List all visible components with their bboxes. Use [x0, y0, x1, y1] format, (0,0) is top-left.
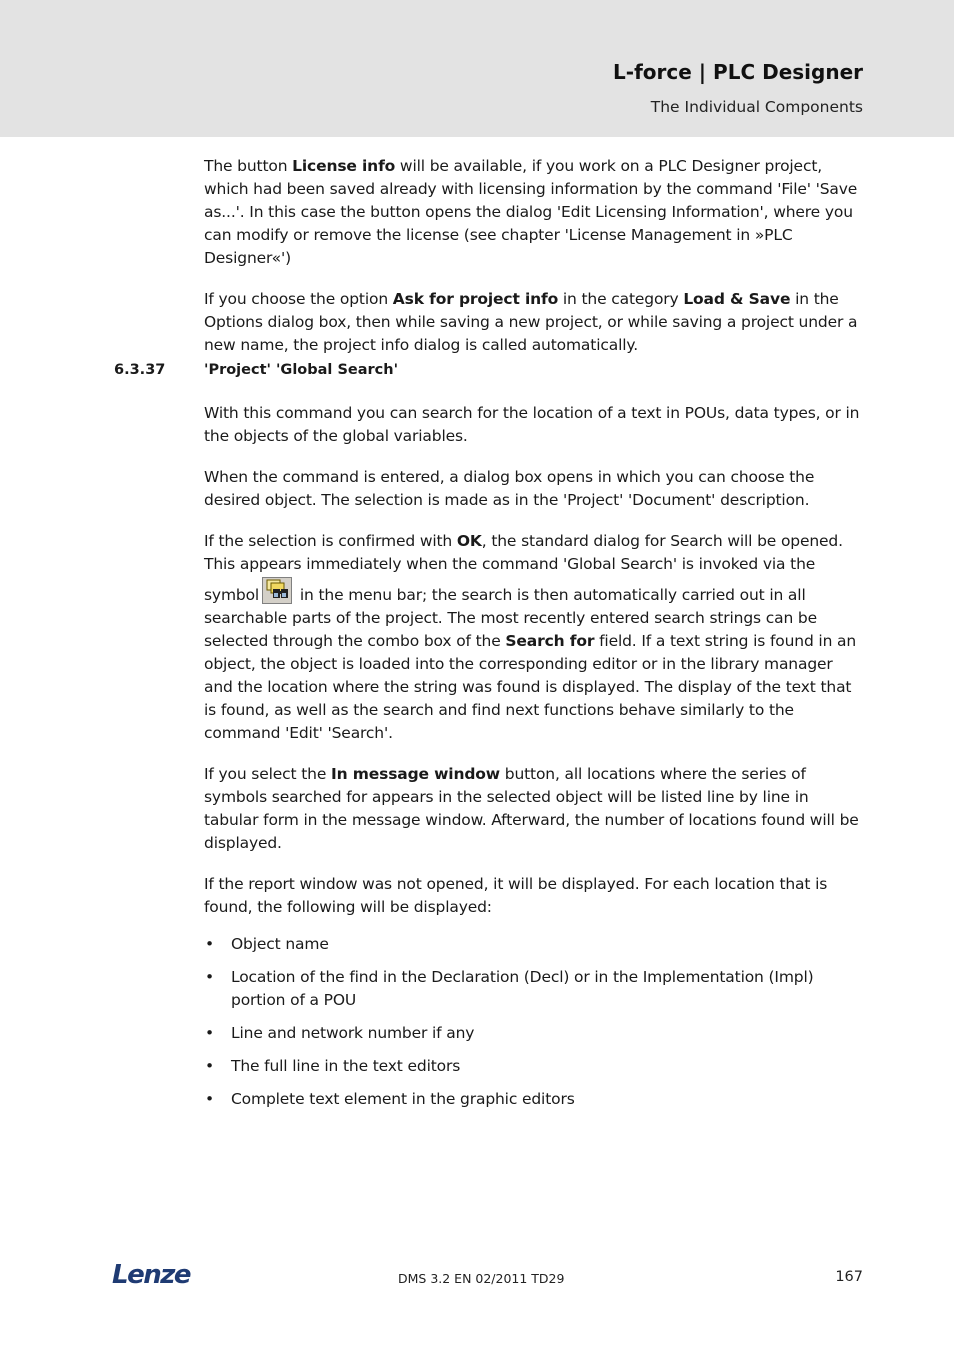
list-item-text: Object name	[231, 935, 329, 953]
search-for-term: Search for	[505, 632, 595, 650]
list-item-text: Location of the find in the Declaration (Decl) or in the Implementation (Impl) portion of a POU	[231, 968, 814, 1009]
text-run: The button	[204, 157, 293, 175]
list-item	[204, 966, 864, 1012]
text-run: in the menu bar; the search is then automatically carried out in all searchable parts of the project. The most recently entered search strings can be selected through the combo box of the	[204, 586, 817, 650]
page-number: 167	[835, 1269, 863, 1285]
header-subtitle: The Individual Components	[650, 98, 863, 116]
ok-term: OK	[456, 532, 482, 550]
section-paragraph-5: If the report window was not opened, it will be displayed. For each location that is found, the following will be displayed:	[204, 875, 828, 916]
text-run: If you select the	[204, 765, 332, 783]
bullet-icon: •	[205, 968, 214, 986]
intro-content	[204, 155, 864, 375]
text-run: in the category	[558, 290, 684, 308]
list-item	[204, 1022, 864, 1045]
load-save-term: Load & Save	[683, 290, 791, 308]
list-item-text: Complete text element in the graphic editors	[231, 1090, 575, 1108]
section-paragraph-3	[204, 530, 864, 745]
section-paragraph-2: When the command is entered, a dialog box opens in which you can choose the desired object. The selection is made as in the 'Project' 'Document' description.	[204, 468, 815, 509]
text-run: will be available, if you work on a PLC Designer project, which had been saved already with licensing information by the command 'File' 'Save as...'. In this case the button opens the dialog 'Edit Licensing Information', where you can modify or remove the license (see chapter 'License Management in »PLC Designer«')	[204, 157, 858, 267]
section-title: 'Project' 'Global Search'	[204, 362, 399, 378]
result-fields-list	[204, 933, 864, 1111]
list-item	[204, 933, 864, 956]
bullet-icon: •	[205, 935, 214, 953]
text-run: , the standard dialog for Search will be opened. This appears immediately when the command 'Global Search' is invoked via the symbol	[204, 532, 843, 604]
text-run: button, all locations where the series of symbols searched for appears in the selected object will be listed line by line in tabular form in the message window. Afterward, the number of locations found will be displayed.	[204, 765, 859, 852]
section-content	[204, 402, 864, 1121]
list-item	[204, 1055, 864, 1078]
list-item-text: Line and network number if any	[231, 1024, 475, 1042]
intro-paragraph-1	[204, 155, 864, 270]
section-paragraph-4	[204, 763, 864, 855]
section-paragraph-1: With this command you can search for the location of a text in POUs, data types, or in the objects of the global variables.	[204, 404, 860, 445]
text-run: If you choose the option	[204, 290, 393, 308]
text-run: If the selection is confirmed with	[204, 532, 457, 550]
list-item-text: The full line in the text editors	[231, 1057, 461, 1075]
list-item	[204, 1088, 864, 1111]
lenze-logo: Lenze	[112, 1260, 190, 1290]
section-number: 6.3.37	[114, 362, 166, 378]
document-id: DMS 3.2 EN 02/2011 TD29	[398, 1271, 565, 1286]
text-run: in the Options dialog box, then while saving a new project, or while saving a project under a new name, the project info dialog is called automatically.	[204, 290, 858, 354]
bullet-icon: •	[205, 1057, 214, 1075]
in-message-window-term: In message window	[331, 765, 500, 783]
bullet-icon: •	[205, 1024, 214, 1042]
global-search-icon	[261, 576, 292, 604]
license-info-term: License info	[292, 157, 396, 175]
bullet-icon: •	[205, 1090, 214, 1108]
header-title: L-force | PLC Designer	[613, 60, 863, 84]
intro-paragraph-2	[204, 288, 864, 357]
text-run: field. If a text string is found in an object, the object is loaded into the corresponding editor or in the library manager and the location where the string was found is displayed. The display of the text that is found, as well as the search and find next functions behave similarly to the command 'Edit' 'Search'.	[204, 632, 857, 742]
ask-project-info-term: Ask for project info	[392, 290, 559, 308]
